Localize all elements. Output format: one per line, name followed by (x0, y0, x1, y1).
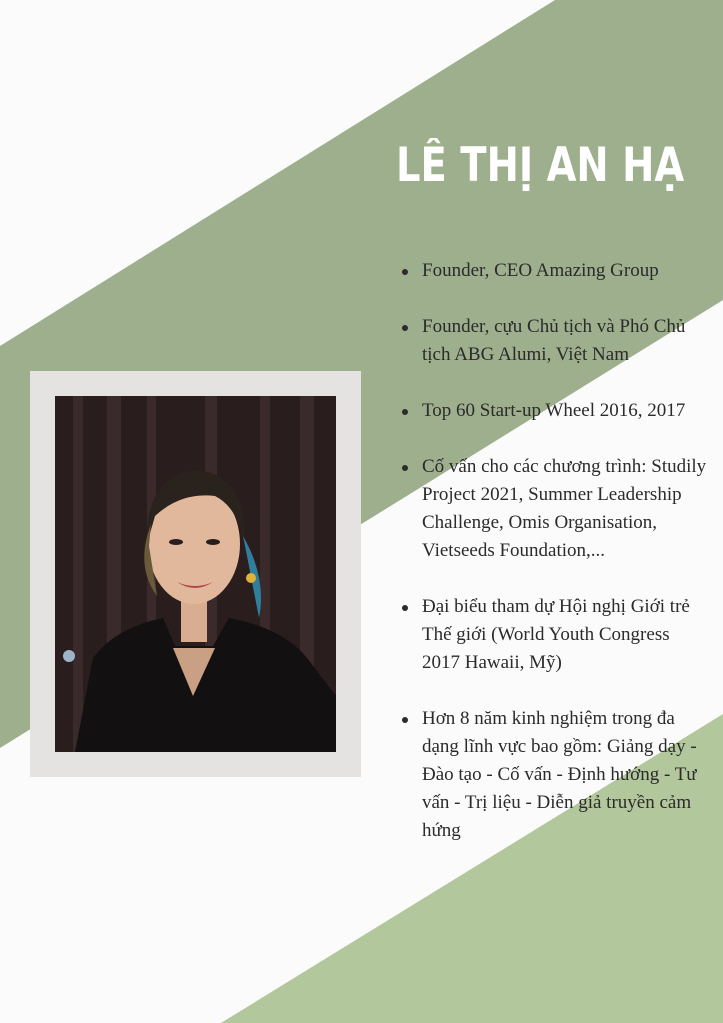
bio-item-text: Hơn 8 năm kinh nghiệm trong đa dạng lĩnh vực bao gồm: Giảng dạy - Đào tạo - Cố vấn - Định hướng - Tư vấn - Trị liệu - Diễn giả truyền cảm hứng (422, 708, 697, 841)
bio-list (398, 257, 708, 873)
bio-item-text: Cố vấn cho các chương trình: Studily Project 2021, Summer Leadership Challenge, Omis Organisation, Vietseeds Foundation,... (422, 456, 707, 561)
bio-item (398, 705, 708, 845)
bio-item (398, 313, 708, 369)
bullet-icon (402, 409, 408, 415)
bio-item (398, 397, 708, 425)
bio-item-text: Founder, CEO Amazing Group (422, 260, 659, 281)
bullet-icon (402, 605, 408, 611)
photo-frame (30, 371, 361, 777)
bio-item-text: Founder, cựu Chủ tịch và Phó Chủ tịch ABG Alumi, Việt Nam (422, 316, 686, 365)
portrait-photo (55, 396, 336, 752)
bullet-icon (402, 465, 408, 471)
portrait-illustration (55, 396, 336, 752)
bio-item-text: Đại biểu tham dự Hội nghị Giới trẻ Thế giới (World Youth Congress 2017 Hawaii, Mỹ) (422, 596, 690, 673)
bio-item (398, 453, 708, 565)
bio-item-text: Top 60 Start-up Wheel 2016, 2017 (422, 400, 686, 421)
bullet-icon (402, 717, 408, 723)
bio-item (398, 593, 708, 677)
bullet-icon (402, 269, 408, 275)
bullet-icon (402, 325, 408, 331)
bio-item (398, 257, 708, 285)
person-name: LÊ THỊ AN HẠ (396, 138, 685, 193)
